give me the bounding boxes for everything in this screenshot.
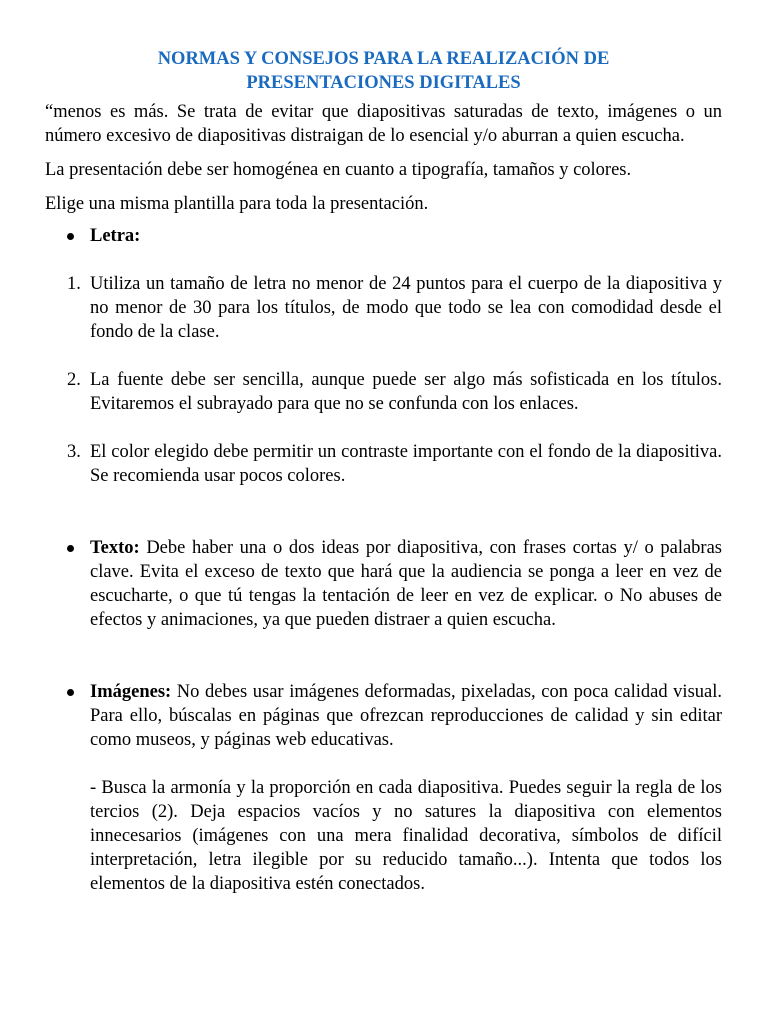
bullet-texto [45, 536, 722, 632]
list-item-text: El color elegido debe permitir un contraste importante con el fondo de la diapositiva. Se recomienda usar pocos colores. [90, 442, 722, 486]
list-item-text: Utiliza un tamaño de letra no menor de 24 puntos para el cuerpo de la diapositiva y no menor de 30 para los títulos, de modo que todo se lea con comodidad desde el fondo de la clase. [90, 274, 722, 342]
bullet-dot-icon [67, 689, 74, 696]
imagenes-body: No debes usar imágenes deformadas, pixeladas, con poca calidad visual. Para ello, búscalas en páginas que ofrezcan reproducciones de calidad y sin editar como museos, y páginas web educativas. [90, 682, 722, 750]
intro-paragraph-2: La presentación debe ser homogénea en cuanto a tipografía, tamaños y colores. [45, 160, 632, 180]
list-number: 3. [67, 442, 81, 462]
title-line-2: PRESENTACIONES DIGITALES [246, 73, 521, 93]
texto-heading: Texto: [90, 538, 140, 558]
bullet-dot-icon [67, 545, 74, 552]
list-item-text: La fuente debe ser sencilla, aunque puede ser algo más sofisticada en los títulos. Evitaremos el subrayado para que no se confunda con los enlaces. [90, 370, 722, 414]
intro-paragraph-3: Elige una misma plantilla para toda la presentación. [45, 194, 429, 214]
imagenes-heading: Imágenes: [90, 682, 172, 702]
list-number: 1. [67, 274, 81, 294]
letra-item-3 [45, 440, 722, 488]
letra-item-2 [45, 368, 722, 416]
document-page [45, 47, 722, 896]
letra-heading: Letra: [90, 226, 141, 246]
imagenes-extra-paragraph: - Busca la armonía y la proporción en cada diapositiva. Puedes seguir la regla de los tercios (2). Deja espacios vacíos y no satures la diapositiva con elementos innecesarios (imágenes con una mera finalidad decorativa, símbolos de difícil interpretación, letra ilegible por su reducido tamaño...). Intenta que todos los elementos de la diapositiva estén conectados. [90, 778, 722, 894]
bullet-letra [45, 224, 722, 248]
letra-item-1 [45, 272, 722, 344]
list-number: 2. [67, 370, 81, 390]
bullet-dot-icon [67, 233, 74, 240]
bullet-imagenes [45, 680, 722, 752]
intro-paragraph-1: “menos es más. Se trata de evitar que diapositivas saturadas de texto, imágenes o un número excesivo de diapositivas distraigan de lo esencial y/o aburran a quien escucha. [45, 102, 722, 146]
texto-body: Debe haber una o dos ideas por diapositiva, con frases cortas y/ o palabras clave. Evita el exceso de texto que hará que la audiencia se ponga a leer en vez de escucharte, o que tú tengas la tentación de leer en vez de explicar. o No abuses de efectos y animaciones, ya que pueden distraer a quien escucha. [90, 538, 722, 630]
title-line-1: NORMAS Y CONSEJOS PARA LA REALIZACIÓN DE [157, 49, 610, 69]
page-title [45, 47, 722, 95]
